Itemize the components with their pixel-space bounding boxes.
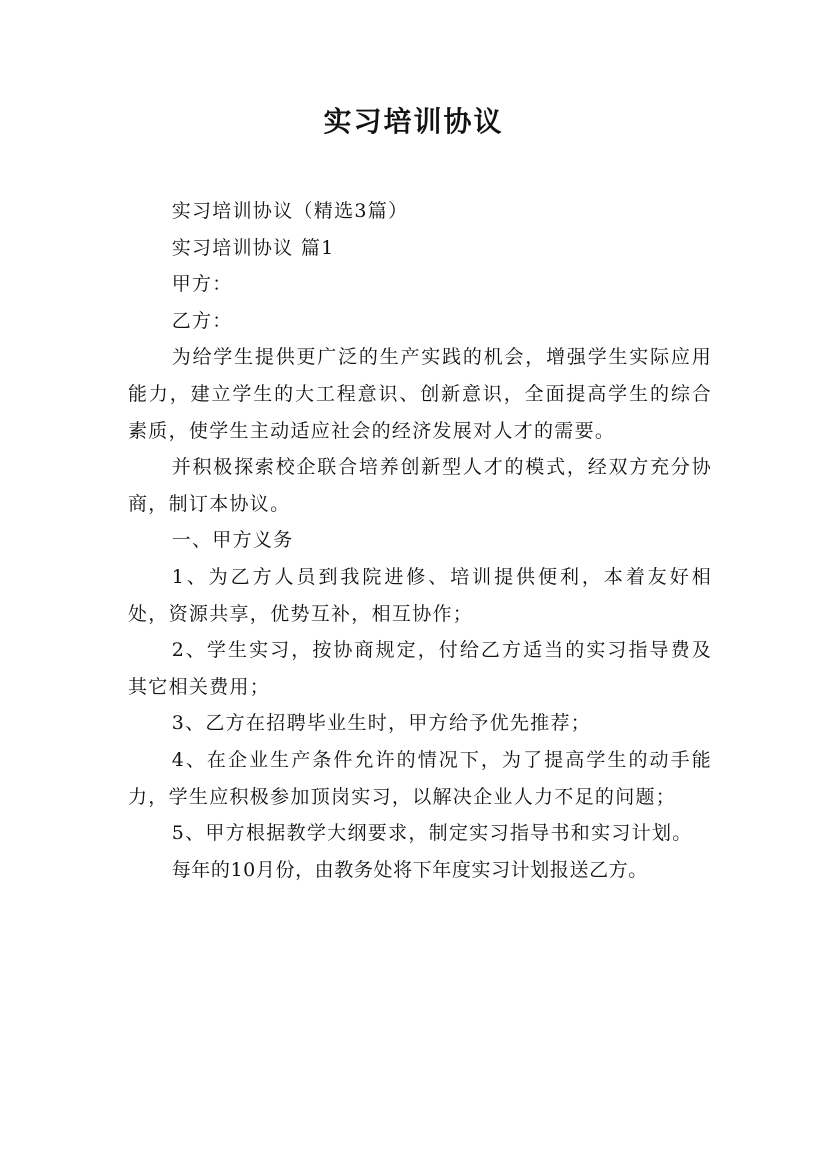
- section-heading: 实习培训协议 篇1: [171, 236, 335, 259]
- obligation-item-2: 2、学生实习，按协商规定，付给乙方适当的实习指导费及其它相关费用；: [128, 639, 712, 698]
- obligation-item-5: 5、甲方根据教学大纲要求，制定实习指导书和实习计划。: [171, 822, 693, 845]
- document-body: [128, 193, 712, 888]
- annual-plan-paragraph: 每年的10月份，由教务处将下年度实习计划报送乙方。: [171, 858, 648, 881]
- party-a-line: 甲方：: [171, 273, 233, 296]
- obligation-item-3: 3、乙方在招聘毕业生时，甲方给予优先推荐；: [171, 712, 592, 735]
- party-b-line: 乙方：: [171, 309, 233, 332]
- subtitle-selected: 实习培训协议（精选3篇）: [171, 200, 409, 222]
- agreement-paragraph: 并积极探索校企联合培养创新型人才的模式，经双方充分协商，制订本协议。: [128, 456, 712, 515]
- purpose-paragraph: 为给学生提供更广泛的生产实践的机会，增强学生实际应用能力，建立学生的大工程意识、创新意识，全面提高学生的综合素质，使学生主动适应社会的经济发展对人才的需要。: [128, 346, 712, 442]
- obligation-item-1: 1、为乙方人员到我院进修、培训提供便利，本着友好相处，资源共享，优势互补，相互协作；: [128, 565, 712, 625]
- party-a-obligations-heading: 一、甲方义务: [171, 529, 294, 552]
- obligation-item-4: 4、在企业生产条件允许的情况下，为了提高学生的动手能力，学生应积极参加顶岗实习，以解决企业人力不足的问题；: [128, 748, 712, 808]
- document-title: 实习培训协议: [323, 105, 504, 138]
